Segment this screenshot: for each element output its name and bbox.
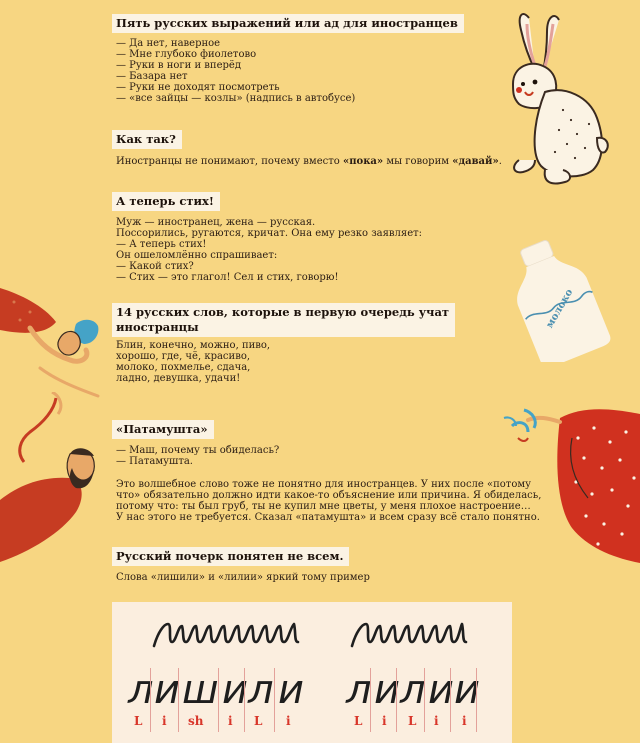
letter-label: i [162, 714, 167, 728]
stikh-line: Он ошеломлённо спрашивает: [116, 250, 278, 261]
rabbit-illustration [505, 10, 617, 190]
kak-tak-text: Иностранцы не понимают, почему вместо «пока» мы говорим «давай». [116, 156, 502, 167]
section-title-stikh: А теперь стих! [112, 192, 220, 211]
stikh-line: — Стих — это глагол! Сел и стих, говорю! [116, 272, 339, 283]
bearded-man-illustration [0, 392, 100, 572]
stikh-line: — Какой стих? [116, 261, 194, 272]
patamushta-paragraph [116, 479, 541, 523]
section-title-pocherk: Русский почерк понятен не всем. [112, 547, 349, 566]
phrase-item: — Руки в ноги и вперёд [116, 60, 241, 71]
paragraph-line: У нас этого не требуется. Сказал «патамушта» и всем сразу всё стало понятно. [116, 512, 540, 523]
words-line: хорошо, где, чё, красиво, [116, 351, 251, 362]
letter-glyph: л [400, 667, 426, 713]
letter-glyph: и [428, 667, 454, 713]
letter-divider [476, 668, 477, 732]
letter-glyph: и [374, 667, 400, 713]
words-line: ладно, девушка, удачи! [116, 373, 241, 384]
phrases-list [116, 38, 355, 104]
words-line: молоко, похмелье, сдача, [116, 362, 251, 373]
letter-label: L [254, 714, 263, 728]
letter-divider [150, 668, 151, 732]
letter-glyph: ш [182, 667, 219, 713]
letter-divider [218, 668, 219, 732]
cursive-lishili [154, 624, 298, 646]
pocherk-text: Слова «лишили» и «лилии» яркий тому пример [116, 572, 370, 583]
letter-label: sh [188, 714, 204, 728]
polka-dress-illustration [498, 398, 640, 563]
words14-list [116, 340, 270, 384]
phrase-item: — Мне глубоко фиолетово [116, 49, 257, 60]
section-title-14-words: 14 русских слов, которые в первую очередь учат иностранцы [112, 303, 455, 337]
dialog-line: — Маш, почему ты обиделась? [116, 445, 280, 456]
stikh-line: Поссорились, ругаются, кричат. Она ему резко заявляет: [116, 228, 423, 239]
arm-with-face-illustration [0, 288, 105, 403]
paragraph-line: что» обязательно должно идти какое-то объяснение или причина. Я обиделась, [116, 490, 542, 501]
letter-label: i [382, 714, 387, 728]
stikh-line: Муж — иностранец, жена — русская. [116, 217, 316, 228]
milk-bottle-illustration [500, 232, 625, 362]
word-poka: «пока» [342, 156, 384, 167]
letter-label: i [462, 714, 467, 728]
letter-glyph: и [154, 667, 180, 713]
letter-glyph: л [248, 667, 274, 713]
letter-breakdown [124, 668, 500, 732]
patamushta-dialog [116, 445, 279, 467]
section-title-patamushta: «Патамушта» [112, 420, 214, 439]
letter-divider [178, 668, 179, 732]
phrase-item: — Да нет, наверное [116, 38, 221, 49]
letter-glyph: и [454, 667, 480, 713]
letter-glyph: и [278, 667, 304, 713]
letter-glyph: л [128, 667, 154, 713]
letter-divider [424, 668, 425, 732]
cursive-lilii [352, 624, 466, 646]
letter-label: i [228, 714, 233, 728]
paragraph-line: потому что: ты был груб, ты не купил мне цветы, у меня плохое настроение… [116, 501, 531, 512]
phrase-item: — Руки не доходят посмотреть [116, 82, 280, 93]
stikh-dialog [116, 217, 422, 283]
section-title-phrases: Пять русских выражений или ад для иностранцев [112, 14, 464, 33]
letter-label: L [408, 714, 417, 728]
letter-label: L [134, 714, 143, 728]
letter-glyph: и [222, 667, 248, 713]
phrase-item: — Базара нет [116, 71, 188, 82]
letter-label: i [286, 714, 291, 728]
dialog-line: — Патамушта. [116, 456, 193, 467]
phrase-item: — «все зайцы — козлы» (надпись в автобусе) [116, 93, 356, 104]
paragraph-line: Это волшебное слово тоже не понятно для иностранцев. У них после «потому [116, 479, 532, 490]
stikh-line: — А теперь стих! [116, 239, 207, 250]
letter-divider [244, 668, 245, 732]
letter-glyph: л [346, 667, 372, 713]
milk-label: молоко [544, 287, 576, 331]
handwriting-comparison [112, 602, 512, 743]
letter-label: L [354, 714, 363, 728]
letter-divider [450, 668, 451, 732]
section-title-kak-tak: Как так? [112, 130, 182, 149]
letter-divider [396, 668, 397, 732]
word-davai: «давай» [452, 156, 499, 167]
letter-label: i [434, 714, 439, 728]
words-line: Блин, конечно, можно, пиво, [116, 340, 271, 351]
letter-divider [370, 668, 371, 732]
letter-divider [274, 668, 275, 732]
